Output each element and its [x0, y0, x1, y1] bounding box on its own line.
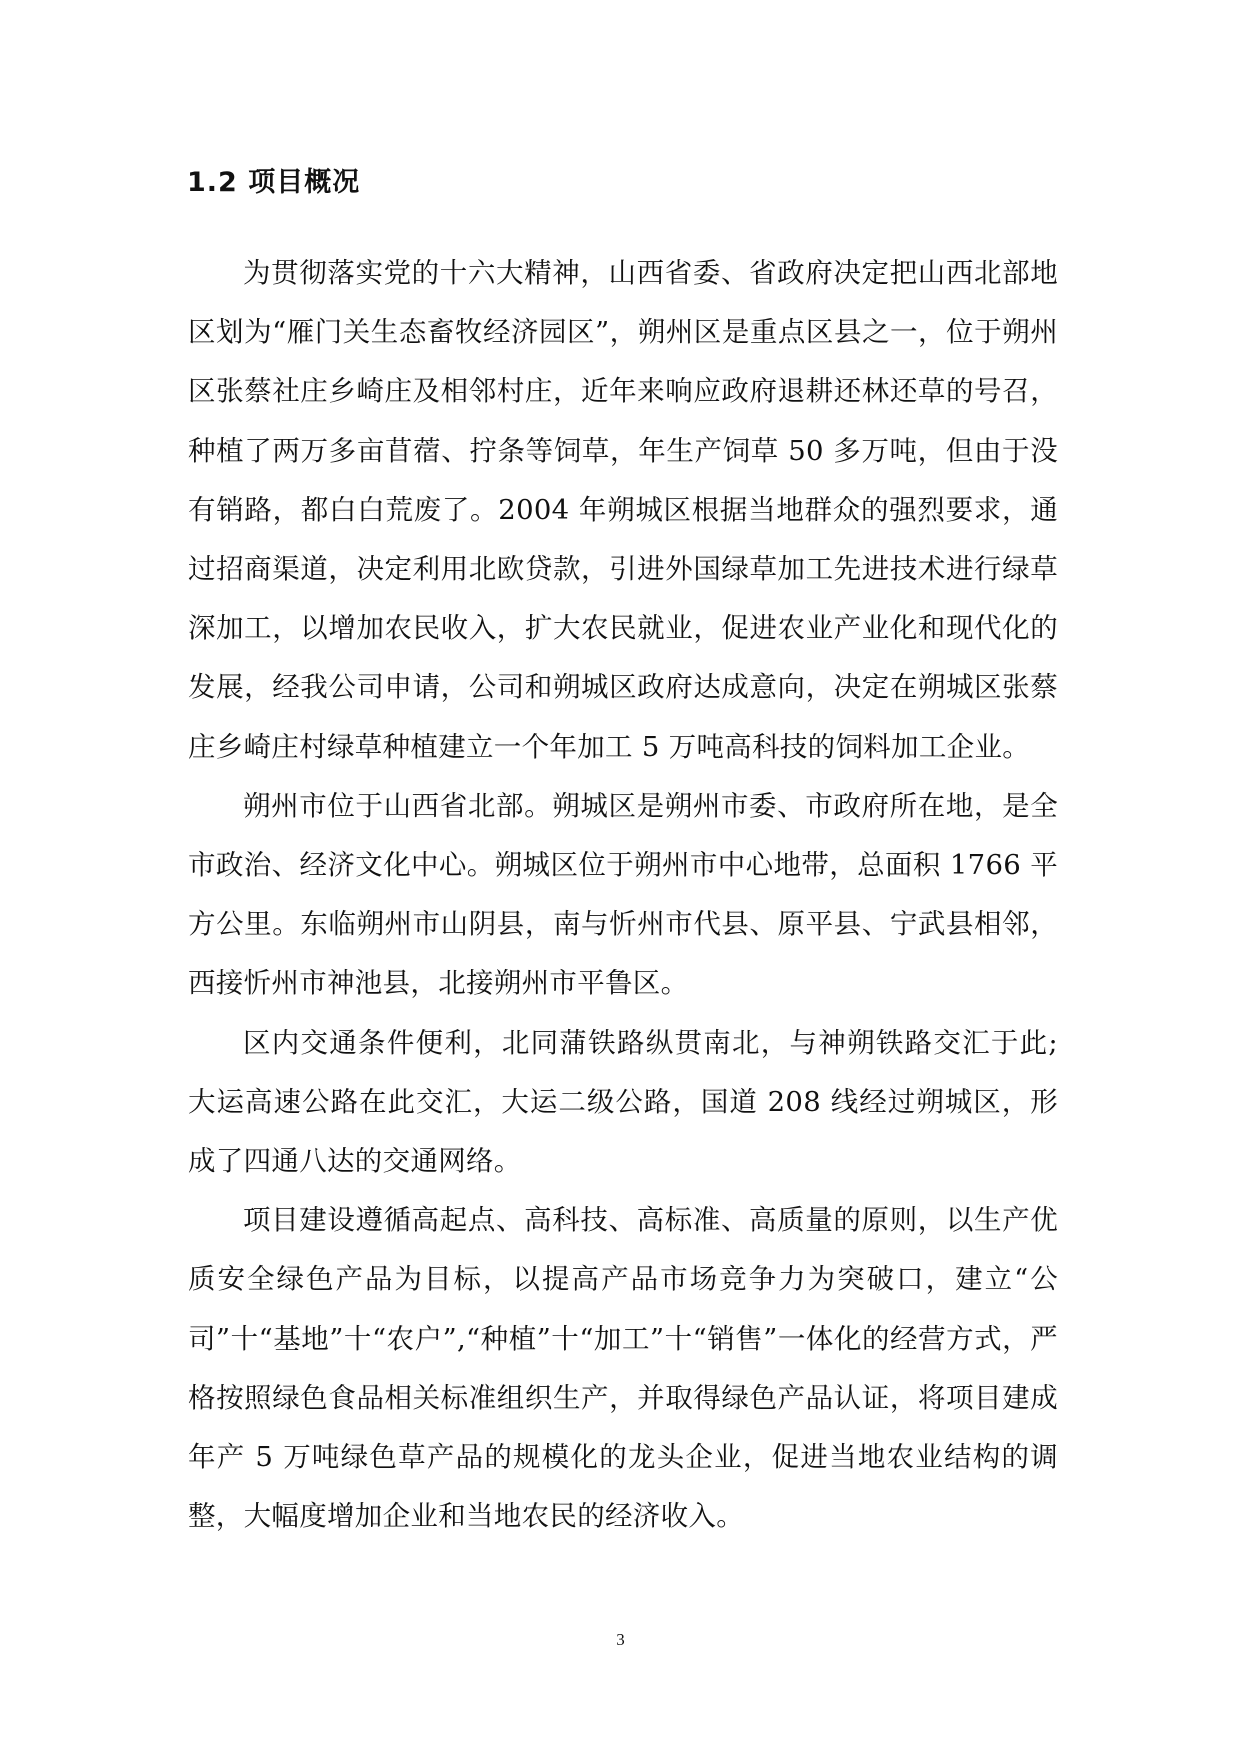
page-number: 3	[616, 1630, 625, 1649]
paragraph-principles: 项目建设遵循高起点、高科技、高标准、高质量的原则，以生产优质安全绿色产品为目标，以提高产品市场竞争力为突破口，建立“公司”十“基地”十“农户”,“种植”十“加工”十“销售”一体化的经营方式，严格按照绿色食品相关标准组织生产，并取得绿色产品认证，将项目建成年产 5 万吨绿色草产品的规模化的龙头企业，促进当地农业结构的调整，大幅度增加企业和当地农民的经济收入。	[188, 1204, 1058, 1533]
paragraph-transport: 区内交通条件便利，北同蒲铁路纵贯南北，与神朔铁路交汇于此;大运高速公路在此交汇，大运二级公路，国道 208 线经过朔城区，形成了四通八达的交通网络。	[188, 1026, 1058, 1178]
section-heading: 1.2 项目概况	[187, 167, 361, 198]
paragraph-location: 朔州市位于山西省北部。朔城区是朔州市委、市政府所在地，是全市政治、经济文化中心。朔城区位于朔州市中心地带，总面积 1766 平方公里。东临朔州市山阴县，南与忻州市代县、原平县、宁武县相邻，西接忻州市神池县，北接朔州市平鲁区。	[188, 789, 1058, 1000]
body-text	[188, 244, 1058, 1546]
paragraph-background: 为贯彻落实党的十六大精神，山西省委、省政府决定把山西北部地区划为“雁门关生态畜牧经济园区”，朔州区是重点区县之一，位于朔州区张蔡社庄乡崎庄及相邻村庄，近年来响应政府退耕还林还草的号召，种植了两万多亩苜蓿、拧条等饲草，年生产饲草 50 多万吨，但由于没有销路，都白白荒废了。2004 年朔城区根据当地群众的强烈要求，通过招商渠道，决定利用北欧贷款，引进外国绿草加工先进技术进行绿草深加工，以增加农民收入，扩大农民就业，促进农业产业化和现代化的发展，经我公司申请，公司和朔城区政府达成意向，决定在朔城区张蔡庄乡崎庄村绿草种植建立一个年加工 5 万吨高科技的饲料加工企业。	[188, 257, 1058, 763]
